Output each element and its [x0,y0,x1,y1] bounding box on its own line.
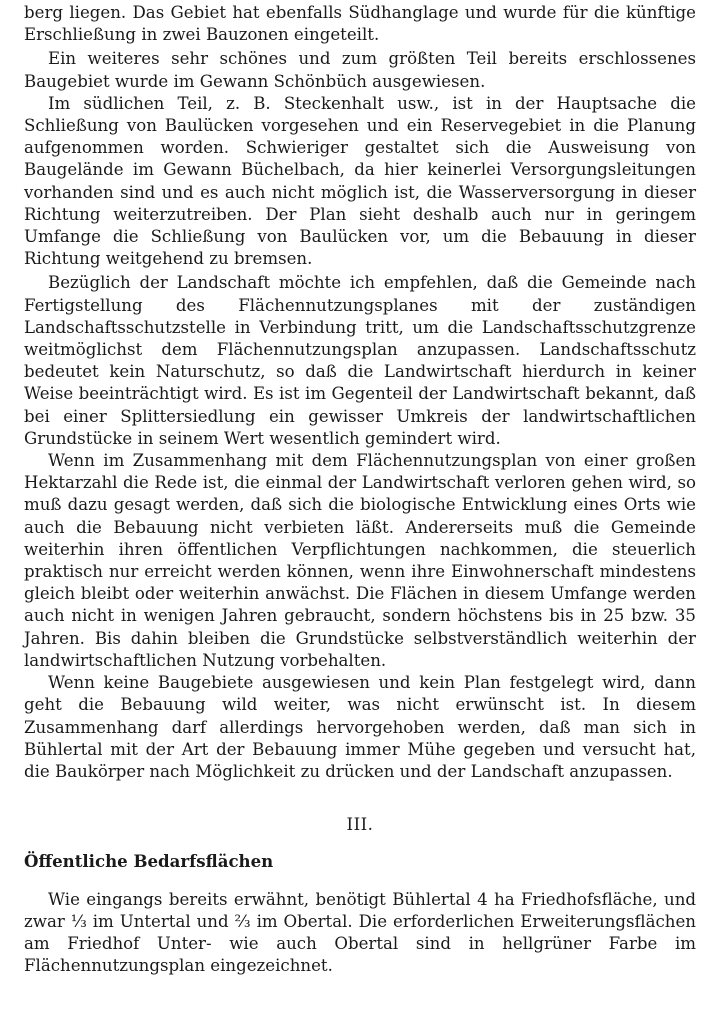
paragraph-bauzonen: berg liegen. Das Gebiet hat ebenfalls Südhanglage und wurde für die künftige Erschließung in zwei Bauzonen eingeteilt. [24,3,696,45]
section-number: III. [346,815,374,835]
paragraph-schoenbuech: Ein weiteres sehr schönes und zum größten Teil bereits erschlossenes Baugebiet wurde im Gewann Schönbüch ausgewiesen. [24,49,696,91]
section-title: Öffentliche Bedarfsflächen [24,851,274,872]
paragraph-landschaft: Bezüglich der Landschaft möchte ich empfehlen, daß die Gemeinde nach Fertigstellung des Flächennutzungsplanes mit der zuständigen Landschaftsschutzstelle in Verbindung tritt, um die Landschaftsschutzgrenze weitmöglichst dem Flächennutzungsplan anzupassen. Landschaftsschutz bedeutet kein Naturschutz, so daß die Landwirtschaft hierdurch in keiner Weise beeinträchtigt wird. Es ist im Gegenteil der Landwirtschaft bekannt, daß bei einer Splittersiedlung ein gewisser Umkreis der landwirtschaftlichen Grundstücke in seinem Wert wesentlich gemindert wird. [24,273,696,448]
document-page [24,2,696,977]
paragraph-baugebiete: Wenn keine Baugebiete ausgewiesen und kein Plan festgelegt wird, dann geht die Bebauung wild weiter, was nicht erwünscht ist. In diesem Zusammenhang darf allerdings hervorgehoben werden, daß man sich in Bühlertal mit der Art der Bebauung immer Mühe gegeben und versucht hat, die Baukörper nach Möglichkeit zu drücken und der Landschaft anzupassen. [24,673,696,781]
paragraph-hektarzahl: Wenn im Zusammenhang mit dem Flächennutzungsplan von einer großen Hektarzahl die Rede ist, die einmal der Landwirtschaft verloren gehen wird, so muß dazu gesagt werden, daß sich die biologische Entwicklung eines Orts wie auch die Bebauung nicht verbieten läßt. Andererseits muß die Gemeinde weiterhin ihren öffentlichen Verpflichtungen nachkommen, die steuerlich praktisch nur erreicht werden können, wenn ihre Einwohnerschaft mindestens gleich bleibt oder weiterhin anwächst. Die Flächen in diesem Umfange werden auch nicht in wenigen Jahren gebraucht, sondern höchstens bis in 25 bzw. 35 Jahren. Bis dahin bleiben die Grundstücke selbstverständlich weiterhin der landwirtschaftlichen Nutzung vorbehalten. [24,451,696,670]
paragraph-friedhof: Wie eingangs bereits erwähnt, benötigt Bühlertal 4 ha Friedhofsfläche, und zwar ⅓ im Untertal und ⅔ im Obertal. Die erforderlichen Erweiterungsflächen am Friedhof Unter- wie auch Obertal sind in hellgrüner Farbe im Flächennutzungsplan eingezeichnet. [24,889,696,976]
paragraph-steckenhalt: Im südlichen Teil, z. B. Steckenhalt usw., ist in der Hauptsache die Schließung von Baulücken vorgesehen und ein Reservegebiet in die Planung aufgenommen worden. Schwieriger gestaltet sich die Ausweisung von Baugelände im Gewann Büchelbach, da hier keinerlei Versorgungsleitungen vorhanden sind und es auch nicht möglich ist, die Wasserversorgung in dieser Richtung weiterzutreiben. Der Plan sieht deshalb auch nur in geringem Umfange die Schließung von Baulücken vor, um die Bebauung in dieser Richtung weitgehend zu bremsen. [24,93,696,269]
